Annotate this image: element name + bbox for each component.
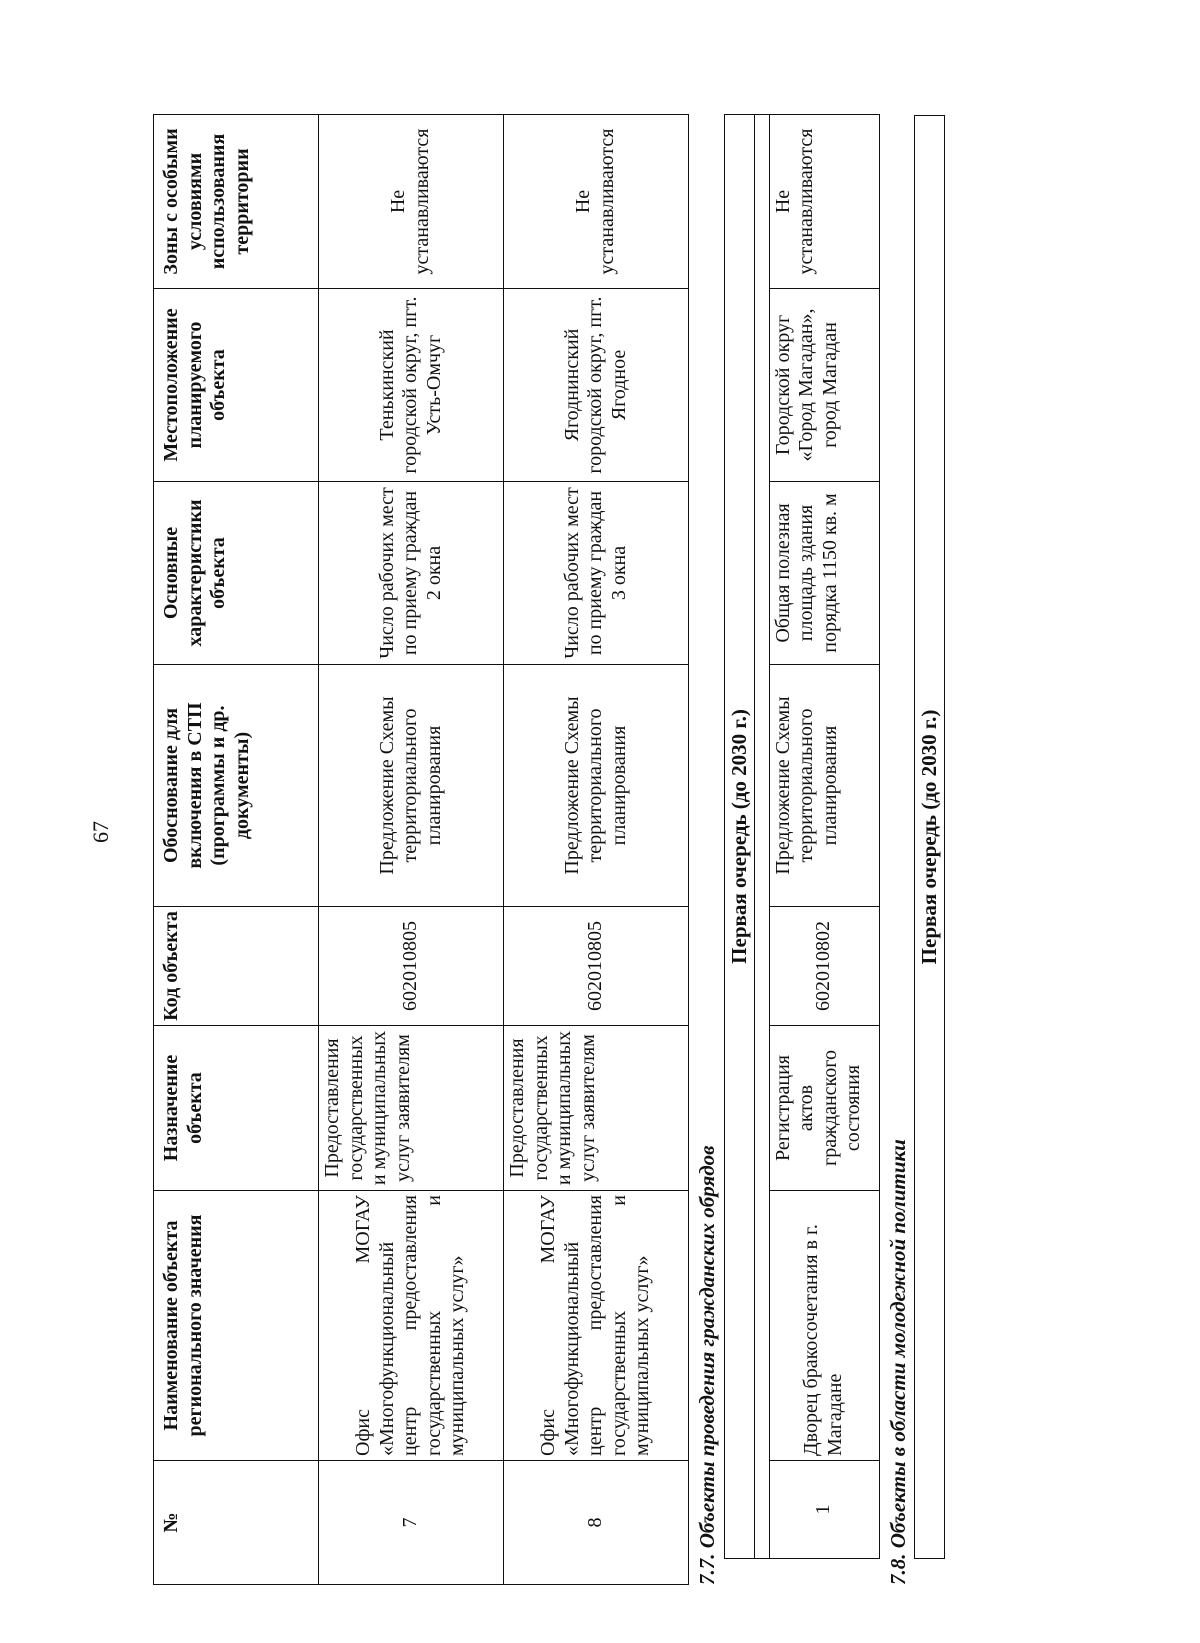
row-location: Тенькинский городской округ, пгт. Усть-Омчуг [319, 289, 504, 482]
main-table [153, 114, 689, 1585]
rotated-document-frame [153, 115, 959, 1585]
row-code: 602010805 [504, 907, 689, 1026]
row-zones: Не устанавливаются [769, 114, 879, 288]
row-location: Городской округ «Город Магадан», город Магадан [769, 289, 879, 482]
header-num: № [154, 1461, 319, 1585]
queue-row [915, 116, 945, 1559]
row-basis: Предложение Схемы территориального планирования [769, 665, 879, 907]
page-number: 67 [88, 821, 113, 843]
row-num: 8 [504, 1461, 689, 1585]
row-basis: Предложение Схемы территориального планирования [319, 665, 504, 907]
header-name: Наименование объекта регионального значения [154, 1191, 319, 1461]
section-77-queue: Первая очередь (до 2030 г.) [724, 114, 754, 1558]
header-purpose: Назначение объекта [154, 1026, 319, 1191]
header-characteristics: Основные характеристики объекта [154, 482, 319, 665]
row-num: 1 [769, 1461, 879, 1559]
section-78-table [914, 115, 945, 1559]
table-row [769, 114, 879, 1558]
row-purpose: Регистрация актов гражданского состояния [769, 1026, 879, 1191]
row-zones: Не устанавливаются [504, 115, 689, 289]
row-num: 7 [319, 1461, 504, 1585]
row-characteristics: Число рабочих мест по приему граждан 2 окна [319, 482, 504, 665]
row-basis: Предложение Схемы территориального планирования [504, 665, 689, 907]
header-zones: Зоны с особыми условиями использования территории [154, 115, 319, 289]
row-name: Дворец бракосочетания в г. Магадане [769, 1191, 879, 1461]
row-characteristics: Общая полезная площадь здания порядка 1150 кв. м [769, 482, 879, 665]
table-row [504, 115, 689, 1585]
row-name: Офис МОГАУ «Многофункциональный центр предоставления государственных и муниципальных услуг» [504, 1191, 689, 1461]
row-purpose: Предоставления государственных и муниципальных услуг заявителям [504, 1026, 689, 1191]
queue-row [724, 114, 754, 1558]
section-78-queue: Первая очередь (до 2030 г.) [915, 116, 945, 1559]
header-location: Местоположение планируемого объекта [154, 289, 319, 482]
row-characteristics: Число рабочих мест по приему граждан 3 окна [504, 482, 689, 665]
row-code: 602010805 [319, 907, 504, 1026]
row-code: 602010802 [769, 907, 879, 1026]
header-row [154, 115, 319, 1585]
header-code: Код объекта [154, 907, 319, 1026]
row-purpose: Предоставления государственных и муниципальных услуг заявителям [319, 1026, 504, 1191]
row-location: Ягоднинский городской округ, пгт. Ягодное [504, 289, 689, 482]
section-77-title: 7.7. Объекты проведения гражданских обрядов [695, 1145, 719, 1585]
header-basis: Обоснование для включения в СТП (программы и др. документы) [154, 665, 319, 907]
row-name: Офис МОГАУ «Многофункциональный центр предоставления государственных и муниципальных услуг» [319, 1191, 504, 1461]
row-zones: Не устанавливаются [319, 115, 504, 289]
section-78-title: 7.8. Объекты в области молодежной политики [885, 1139, 910, 1585]
table-row [319, 115, 504, 1585]
section-77-table [724, 114, 880, 1559]
